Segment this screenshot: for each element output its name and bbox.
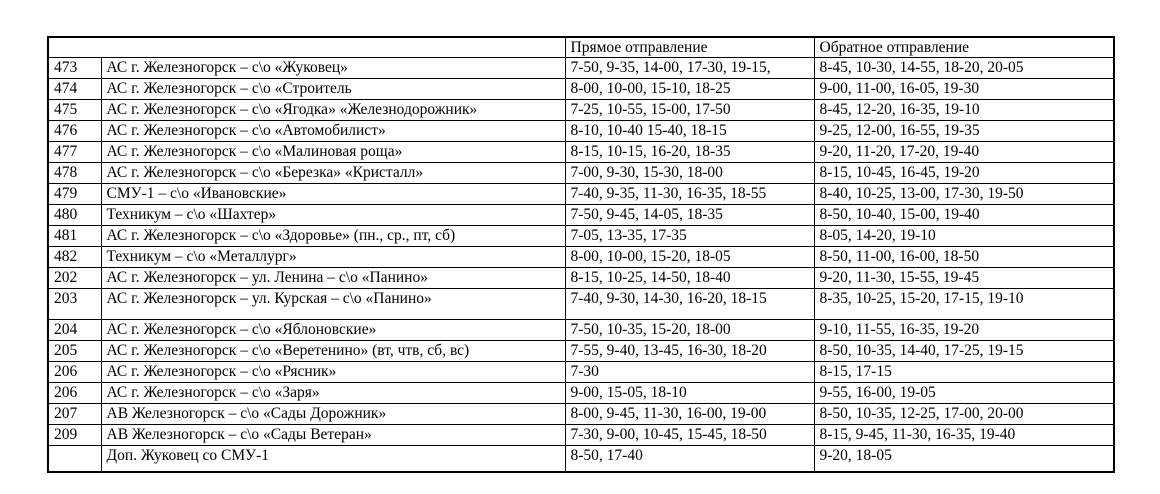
- table-row: [48, 184, 1114, 205]
- direct-times-cell: 8-00, 10-00, 15-10, 18-25: [565, 79, 814, 100]
- direct-times-cell: 9-00, 15-05, 18-10: [565, 383, 814, 404]
- route-name-cell: АС г. Железногорск – ул. Ленина – с\о «Панино»: [101, 268, 565, 289]
- route-name-cell: Техникум – с\о «Шахтер»: [101, 205, 565, 226]
- route-name-cell: СМУ-1 – с\о «Ивановские»: [101, 184, 565, 205]
- direct-times-cell: 7-00, 9-30, 15-30, 18-00: [565, 163, 814, 184]
- direct-times-cell: 8-00, 9-45, 11-30, 16-00, 19-00: [565, 404, 814, 425]
- table-row: [48, 362, 1114, 383]
- reverse-times-cell: 8-50, 10-35, 12-25, 17-00, 20-00: [814, 404, 1114, 425]
- direct-times-cell: 7-50, 9-35, 14-00, 17-30, 19-15,: [565, 58, 814, 79]
- direct-times-cell: 8-15, 10-15, 16-20, 18-35: [565, 142, 814, 163]
- route-number-cell: 478: [48, 163, 101, 184]
- table-row: [48, 446, 1114, 473]
- table-row: [48, 341, 1114, 362]
- header-empty-cell: [48, 37, 565, 58]
- route-name-cell: Доп. Жуковец со СМУ-1: [101, 446, 565, 473]
- direct-times-cell: 8-00, 10-00, 15-20, 18-05: [565, 247, 814, 268]
- route-name-cell: АС г. Железногорск – с\о «Веретенино» (вт, чтв, сб, вс): [101, 341, 565, 362]
- direct-times-cell: 7-30, 9-00, 10-45, 15-45, 18-50: [565, 425, 814, 446]
- direct-times-cell: 7-55, 9-40, 13-45, 16-30, 18-20: [565, 341, 814, 362]
- direct-times-cell: 7-40, 9-35, 11-30, 16-35, 18-55: [565, 184, 814, 205]
- reverse-times-cell: 9-20, 18-05: [814, 446, 1114, 473]
- route-name-cell: АС г. Железногорск – с\о «Автомобилист»: [101, 121, 565, 142]
- bus-schedule-table: [47, 36, 1115, 473]
- route-name-cell: АС г. Железногорск – с\о «Заря»: [101, 383, 565, 404]
- reverse-times-cell: 8-05, 14-20, 19-10: [814, 226, 1114, 247]
- route-name-cell: АС г. Железногорск – с\о «Жуковец»: [101, 58, 565, 79]
- direct-times-cell: 7-50, 10-35, 15-20, 18-00: [565, 320, 814, 341]
- route-number-cell: 474: [48, 79, 101, 100]
- route-number-cell: 473: [48, 58, 101, 79]
- table-row: [48, 383, 1114, 404]
- route-number-cell: 480: [48, 205, 101, 226]
- table-row: [48, 58, 1114, 79]
- reverse-times-cell: 8-15, 17-15: [814, 362, 1114, 383]
- table-row: [48, 226, 1114, 247]
- reverse-times-cell: 8-15, 10-45, 16-45, 19-20: [814, 163, 1114, 184]
- route-number-cell: 202: [48, 268, 101, 289]
- table-row: [48, 79, 1114, 100]
- reverse-times-cell: 9-25, 12-00, 16-55, 19-35: [814, 121, 1114, 142]
- direct-times-cell: 8-50, 17-40: [565, 446, 814, 473]
- route-name-cell: АС г. Железногорск – с\о «Березка» «Кристалл»: [101, 163, 565, 184]
- table-row: [48, 121, 1114, 142]
- route-name-cell: АС г. Железногорск – с\о «Малиновая роща»: [101, 142, 565, 163]
- route-name-cell: АС г. Железногорск – с\о «Ягодка» «Железнодорожник»: [101, 100, 565, 121]
- table-row: [48, 247, 1114, 268]
- table-row: [48, 268, 1114, 289]
- direct-times-cell: 7-25, 10-55, 15-00, 17-50: [565, 100, 814, 121]
- direct-times-cell: 7-05, 13-35, 17-35: [565, 226, 814, 247]
- table-row: [48, 320, 1114, 341]
- route-number-cell: 209: [48, 425, 101, 446]
- route-name-cell: АС г. Железногорск – с\о «Рясник»: [101, 362, 565, 383]
- reverse-times-cell: 8-50, 10-35, 14-40, 17-25, 19-15: [814, 341, 1114, 362]
- route-number-cell: 477: [48, 142, 101, 163]
- route-number-cell: 475: [48, 100, 101, 121]
- direct-times-cell: 7-30: [565, 362, 814, 383]
- direct-times-cell: 7-50, 9-45, 14-05, 18-35: [565, 205, 814, 226]
- reverse-times-cell: 8-45, 12-20, 16-35, 19-10: [814, 100, 1114, 121]
- schedule-table-body: [48, 58, 1114, 473]
- route-number-cell: 481: [48, 226, 101, 247]
- route-number-cell: 206: [48, 362, 101, 383]
- route-name-cell: АС г. Железногорск – с\о «Яблоновские»: [101, 320, 565, 341]
- route-number-cell: 482: [48, 247, 101, 268]
- route-name-cell: АВ Железногорск – с\о «Сады Дорожник»: [101, 404, 565, 425]
- direct-times-cell: 8-15, 10-25, 14-50, 18-40: [565, 268, 814, 289]
- route-number-cell: [48, 446, 101, 473]
- route-name-cell: Техникум – с\о «Металлург»: [101, 247, 565, 268]
- table-row: [48, 100, 1114, 121]
- route-name-cell: АВ Железногорск – с\о «Сады Ветеран»: [101, 425, 565, 446]
- table-row: [48, 205, 1114, 226]
- table-row: [48, 425, 1114, 446]
- header-row: [48, 37, 1114, 58]
- route-number-cell: 207: [48, 404, 101, 425]
- reverse-times-cell: 9-10, 11-55, 16-35, 19-20: [814, 320, 1114, 341]
- reverse-times-cell: 8-45, 10-30, 14-55, 18-20, 20-05: [814, 58, 1114, 79]
- route-number-cell: 203: [48, 289, 101, 320]
- table-row: [48, 289, 1114, 320]
- route-number-cell: 204: [48, 320, 101, 341]
- route-number-cell: 476: [48, 121, 101, 142]
- reverse-times-cell: 9-20, 11-30, 15-55, 19-45: [814, 268, 1114, 289]
- route-name-cell: АС г. Железногорск – ул. Курская – с\о «Панино»: [101, 289, 565, 320]
- reverse-times-cell: 9-55, 16-00, 19-05: [814, 383, 1114, 404]
- table-row: [48, 142, 1114, 163]
- direct-times-cell: 7-40, 9-30, 14-30, 16-20, 18-15: [565, 289, 814, 320]
- reverse-times-cell: 8-50, 10-40, 15-00, 19-40: [814, 205, 1114, 226]
- direct-times-cell: 8-10, 10-40 15-40, 18-15: [565, 121, 814, 142]
- route-name-cell: АС г. Железногорск – с\о «Здоровье» (пн., ср., пт, сб): [101, 226, 565, 247]
- header-reverse-departure: Обратное отправление: [814, 37, 1114, 58]
- route-number-cell: 479: [48, 184, 101, 205]
- route-name-cell: АС г. Железногорск – с\о «Строитель: [101, 79, 565, 100]
- route-number-cell: 206: [48, 383, 101, 404]
- table-row: [48, 404, 1114, 425]
- reverse-times-cell: 8-50, 11-00, 16-00, 18-50: [814, 247, 1114, 268]
- reverse-times-cell: 9-20, 11-20, 17-20, 19-40: [814, 142, 1114, 163]
- table-row: [48, 163, 1114, 184]
- reverse-times-cell: 8-40, 10-25, 13-00, 17-30, 19-50: [814, 184, 1114, 205]
- reverse-times-cell: 8-15, 9-45, 11-30, 16-35, 19-40: [814, 425, 1114, 446]
- route-number-cell: 205: [48, 341, 101, 362]
- header-direct-departure: Прямое отправление: [565, 37, 814, 58]
- reverse-times-cell: 9-00, 11-00, 16-05, 19-30: [814, 79, 1114, 100]
- reverse-times-cell: 8-35, 10-25, 15-20, 17-15, 19-10: [814, 289, 1114, 320]
